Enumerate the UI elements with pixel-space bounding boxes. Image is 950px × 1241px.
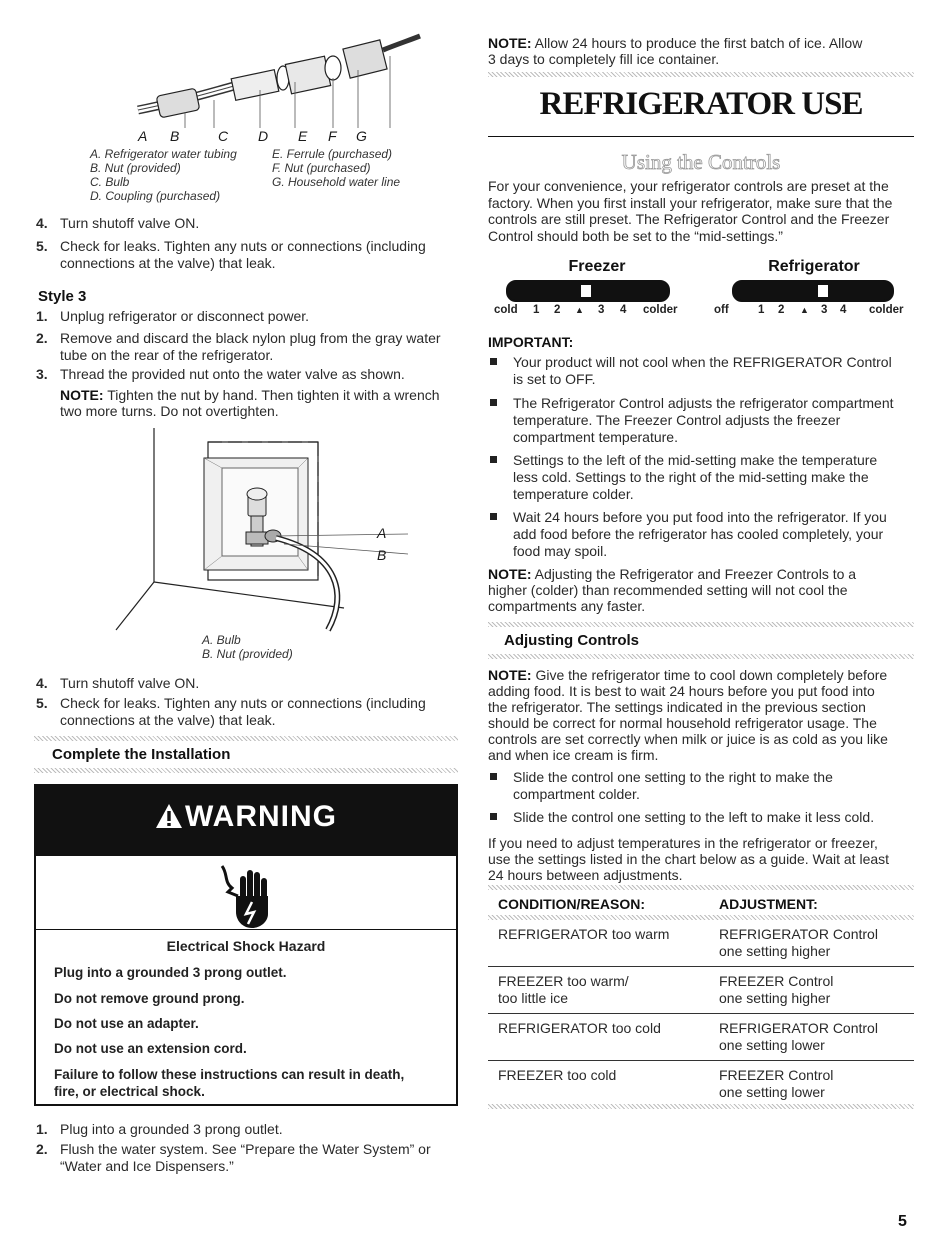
step-item (36, 675, 456, 691)
step-item (36, 1121, 456, 1137)
letter-d: D (258, 128, 269, 144)
table-row (488, 973, 914, 1013)
adjusting-guide (488, 835, 918, 883)
intro-line: factory. When you first install your refrigerator, make sure that the (488, 194, 893, 211)
caption: F. Nut (purchased) (272, 161, 371, 175)
bullet-icon (490, 358, 497, 365)
table-row (488, 1020, 914, 1060)
style3-heading: Style 3 (38, 288, 87, 305)
adjusting-heading: Adjusting Controls (504, 632, 639, 649)
step-text: connections at the valve) that leak. (60, 255, 276, 271)
warning-failure-line: Failure to follow these instructions can result in death, (54, 1067, 405, 1082)
bullet-text: Slide the control one setting to the left to make it less cold. (513, 809, 875, 825)
bullet-item (488, 769, 914, 803)
condition-cell: REFRIGERATOR too cold (498, 1020, 661, 1036)
divider (488, 654, 914, 659)
complete-heading: Complete the Installation (52, 746, 231, 763)
section-subtitle: Using the Controls (621, 150, 781, 174)
warning-triangle-icon (155, 803, 183, 829)
step-number: 4. (36, 215, 48, 231)
note-text: controls are set correctly when milk or juice is as cold as you like (488, 731, 888, 747)
step-number: 5. (36, 238, 48, 254)
step-item (36, 308, 456, 324)
bullet-icon (490, 456, 497, 463)
adjustment-cell: one setting higher (719, 990, 831, 1006)
top-note (488, 35, 914, 67)
guide-line: 24 hours between adjustments. (488, 867, 683, 883)
divider (34, 768, 458, 773)
scale-marker: ▲ (800, 305, 809, 315)
bullet-text: food may spoil. (513, 543, 608, 559)
fitting-diagram (128, 30, 428, 130)
warning-line: Plug into a grounded 3 prong outlet. (54, 965, 287, 980)
letter-c: C (218, 128, 229, 144)
caption: A. Refrigerator water tubing (90, 147, 237, 161)
note-text: Adjusting the Refrigerator and Freezer Controls to a (531, 566, 857, 582)
adjustment-cell: REFRIGERATOR Control (719, 926, 878, 942)
adjustment-cell: one setting higher (719, 943, 831, 959)
adjustment-cell: FREEZER Control (719, 973, 834, 989)
table-top-rule (488, 885, 914, 890)
warning-bar (36, 786, 456, 856)
step-number: 5. (36, 695, 48, 711)
valve-captions (202, 633, 402, 661)
warning-title (36, 800, 456, 834)
scale-label: colder (869, 304, 904, 316)
refrigerator-slider[interactable] (732, 280, 894, 302)
freezer-slider[interactable] (506, 280, 670, 302)
bullet-text: compartment colder. (513, 786, 640, 802)
bullet-icon (490, 513, 497, 520)
freezer-control (492, 258, 702, 320)
adjustment-cell: REFRIGERATOR Control (719, 1020, 878, 1036)
note-text: two more turns. Do not overtighten. (60, 403, 279, 419)
note-text: Give the refrigerator time to cool down completely before (531, 667, 888, 683)
valve-letter-b: B (377, 547, 387, 563)
step-item (36, 330, 456, 364)
table-header-adjustment: ADJUSTMENT: (719, 896, 818, 912)
bullet-item (488, 395, 914, 446)
note-label: NOTE: (488, 667, 532, 683)
table-header-condition: CONDITION/REASON: (498, 896, 645, 912)
caption: C. Bulb (90, 175, 130, 189)
divider (34, 736, 458, 741)
hazard-title: Electrical Shock Hazard (166, 938, 326, 954)
step-text: “Water and Ice Dispensers.” (60, 1158, 234, 1174)
note-adjusting-warning (488, 566, 914, 614)
bullet-text: Your product will not cool when the REFRIGERATOR Control (513, 354, 892, 370)
scale-label: cold (494, 304, 518, 316)
freezer-label: Freezer (568, 258, 626, 275)
scale-label: 4 (620, 304, 627, 316)
guide-line: If you need to adjust temperatures in the refrigerator or freezer, (488, 835, 878, 851)
caption: E. Ferrule (purchased) (272, 147, 393, 161)
step-text: Thread the provided nut onto the water valve as shown. (60, 366, 405, 382)
warning-separator (36, 929, 456, 930)
adjusting-note (488, 667, 918, 763)
guide-line: use the settings listed in the chart below as a guide. Wait at least (488, 851, 890, 867)
step-text: Flush the water system. See “Prepare the Water System” or (60, 1141, 431, 1157)
warning-line: Do not remove ground prong. (54, 991, 245, 1006)
page-number: 5 (898, 1213, 907, 1230)
scale-label: colder (643, 304, 678, 316)
table-bottom-rule (488, 1104, 914, 1109)
scale-label: 1 (758, 304, 765, 316)
step-number: 1. (36, 308, 48, 324)
bullet-text: temperature colder. (513, 486, 634, 502)
electrical-shock-hand-icon (218, 862, 278, 930)
refrigerator-label: Refrigerator (768, 258, 860, 275)
warning-box (34, 784, 458, 1106)
table-row (488, 1067, 914, 1107)
bullet-item (488, 354, 914, 388)
style3-note (60, 387, 460, 419)
intro-line: For your convenience, your refrigerator controls are preset at the (488, 178, 889, 194)
bullet-item (488, 809, 914, 825)
warning-failure-line: fire, or electrical shock. (54, 1084, 205, 1099)
bullet-icon (490, 773, 497, 780)
bullet-icon (490, 399, 497, 406)
step-text: Unplug refrigerator or disconnect power. (60, 308, 310, 324)
fitting-letters (138, 128, 398, 144)
bullet-text: is set to OFF. (513, 371, 596, 387)
note-text: and when ice cream is firm. (488, 747, 659, 763)
letter-a: A (138, 128, 148, 144)
step-item (36, 1141, 456, 1175)
divider (488, 622, 914, 627)
table-row-rule (488, 1013, 914, 1014)
condition-cell: FREEZER too cold (498, 1067, 617, 1083)
page-title: REFRIGERATOR USE (539, 86, 863, 122)
intro-paragraph (488, 178, 918, 244)
bullet-text: less cold. Settings to the right of the mid-setting make the (513, 469, 869, 485)
step-text: Check for leaks. Tighten any nuts or connections (including (60, 238, 426, 254)
step-number: 1. (36, 1121, 48, 1137)
caption: G. Household water line (272, 175, 401, 189)
step-text: Remove and discard the black nylon plug from the gray water (60, 330, 441, 346)
bullet-text: Settings to the left of the mid-setting make the temperature (513, 452, 878, 468)
letter-e: E (298, 128, 308, 144)
letter-f: F (328, 128, 337, 144)
bullet-text: compartment temperature. (513, 429, 678, 445)
table-row-rule (488, 966, 914, 967)
step-text: connections at the valve) that leak. (60, 712, 276, 728)
note-label: NOTE: (488, 35, 532, 51)
note-text: compartments any faster. (488, 598, 646, 614)
bullet-text: add food before the refrigerator has cooled completely, your (513, 526, 884, 542)
letter-b: B (170, 128, 180, 144)
step-text: Plug into a grounded 3 prong outlet. (60, 1121, 283, 1137)
step-item (36, 215, 456, 231)
fitting-captions-left (90, 147, 270, 203)
refrigerator-control (714, 258, 914, 320)
caption: D. Coupling (purchased) (90, 189, 221, 203)
scale-label: off (714, 304, 729, 316)
title-rule (488, 136, 914, 137)
bullet-text: Wait 24 hours before you put food into the refrigerator. If you (513, 509, 887, 525)
condition-cell: REFRIGERATOR too warm (498, 926, 670, 942)
bullet-item (488, 509, 914, 560)
step-item (36, 366, 456, 382)
divider (488, 72, 914, 77)
warning-line: Do not use an adapter. (54, 1016, 199, 1031)
caption: A. Bulb (202, 633, 241, 647)
letter-g: G (356, 128, 367, 144)
step-number: 2. (36, 330, 48, 346)
step-text: Turn shutoff valve ON. (60, 215, 200, 231)
intro-line: Control should both be set to the “mid-settings.” (488, 227, 783, 244)
scale-label: 3 (821, 304, 828, 316)
note-text: should be correct for normal household refrigerator usage. The (488, 715, 877, 731)
scale-label: 2 (554, 304, 561, 316)
condition-cell: FREEZER too warm/ (498, 973, 629, 989)
note-text: higher (colder) than recommended setting will not cool the (488, 582, 848, 598)
step-number: 4. (36, 675, 48, 691)
intro-line: controls are still preset. The Refrigerator Control and the Freezer (488, 211, 890, 227)
note-label: NOTE: (60, 387, 104, 403)
note-text: adding food. It is best to wait 24 hours before you put food into (488, 683, 875, 699)
step-text: tube on the rear of the refrigerator. (60, 347, 274, 363)
valve-letter-a: A (377, 525, 387, 541)
step-number: 2. (36, 1141, 48, 1157)
note-text: Allow 24 hours to produce the first batch of ice. Allow (531, 35, 863, 51)
step-number: 3. (36, 366, 48, 382)
note-text: 3 days to completely fill ice container. (488, 51, 720, 67)
bullet-item (488, 452, 914, 503)
table-row-rule (488, 1060, 914, 1061)
caption: B. Nut (provided) (202, 647, 293, 661)
bullet-text: The Refrigerator Control adjusts the refrigerator compartment (513, 395, 894, 411)
step-text: Turn shutoff valve ON. (60, 675, 200, 691)
bullet-icon (490, 813, 497, 820)
step-item (36, 238, 456, 272)
table-row (488, 926, 914, 966)
scale-label: 2 (778, 304, 785, 316)
scale-label: 3 (598, 304, 605, 316)
important-label: IMPORTANT: (488, 334, 574, 350)
caption: B. Nut (provided) (90, 161, 181, 175)
bullet-text: temperature. The Freezer Control adjusts the freezer (513, 412, 841, 428)
adjustment-cell: FREEZER Control (719, 1067, 834, 1083)
note-label: NOTE: (488, 566, 532, 582)
step-text: Check for leaks. Tighten any nuts or connections (including (60, 695, 426, 711)
note-text: Tighten the nut by hand. Then tighten it with a wrench (103, 387, 440, 403)
table-header-rule (488, 915, 914, 920)
condition-cell: too little ice (498, 990, 569, 1006)
freezer-slider-thumb[interactable] (581, 285, 591, 297)
fitting-captions-right (272, 147, 452, 189)
adjustment-cell: one setting lower (719, 1084, 825, 1100)
scale-label: 4 (840, 304, 847, 316)
scale-marker: ▲ (575, 305, 584, 315)
step-item (36, 695, 456, 729)
warning-word: WARNING (185, 800, 337, 833)
scale-label: 1 (533, 304, 540, 316)
refrigerator-slider-thumb[interactable] (818, 285, 828, 297)
adjustment-cell: one setting lower (719, 1037, 825, 1053)
bullet-text: Slide the control one setting to the right to make the (513, 769, 833, 785)
note-text: the refrigerator. The settings indicated in the previous section (488, 699, 866, 715)
warning-failure (54, 1066, 404, 1100)
warning-line: Do not use an extension cord. (54, 1041, 247, 1056)
